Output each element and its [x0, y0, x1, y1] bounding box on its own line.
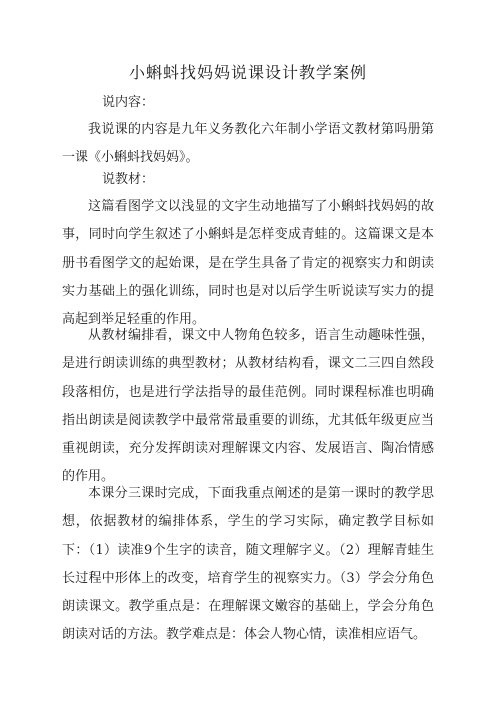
- paragraph-textbook-intro: 这篇看图学文以浅显的文字生动地描写了小蝌蚪找妈妈的故事，同时向学生叙述了小蝌蚪是怎样变成青蛙的。这篇课文是本册书看图学文的起始课，是在学生具备了肯定的视察实力和朗读实力基础上的强化训练，同时也是对以后学生听说读写实力的提高起到举足轻重的作用。: [62, 199, 434, 328]
- paragraph-textbook-structure: 从教材编排看，课文中人物角色较多，语言生动趣味性强，是进行朗读训练的典型教材；从教材结构看，课文二三四自然段段落相仿，也是进行学法指导的最佳范例。同时课程标准也明确指出朗读是阅读教学中最常常最重要的训练，尤其低年级更应当重视朗读，充分发挥朗读对理解课文内容、发展语言、陶冶情感的作用。: [62, 328, 434, 485]
- paragraph-teaching-goals: 本课分三课时完成，下面我重点阐述的是第一课时的教学思想，依据教材的编排体系，学生的学习实际，确定教学目标如下：（1）读准9个生字的读音，随文理解字义。（2）理解青蛙生长过程中形体上的改变，培育学生的视察实力。（3）学会分角色朗读课文。教学重点是：在理解课文嫩容的基础上，学会分角色朗读对话的方法。教学难点是：体会人物心情，读准相应语气。: [62, 486, 434, 643]
- paragraph-content: 我说课的内容是九年义务教化六年制小学语文教材第吗册第一课《小蝌蚪找妈妈》。: [62, 122, 434, 166]
- section-heading-textbook: 说教材：: [102, 172, 155, 187]
- document-title: 小蝌蚪找妈妈说课设计教学案例: [128, 63, 367, 82]
- section-heading-content: 说内容：: [102, 95, 155, 110]
